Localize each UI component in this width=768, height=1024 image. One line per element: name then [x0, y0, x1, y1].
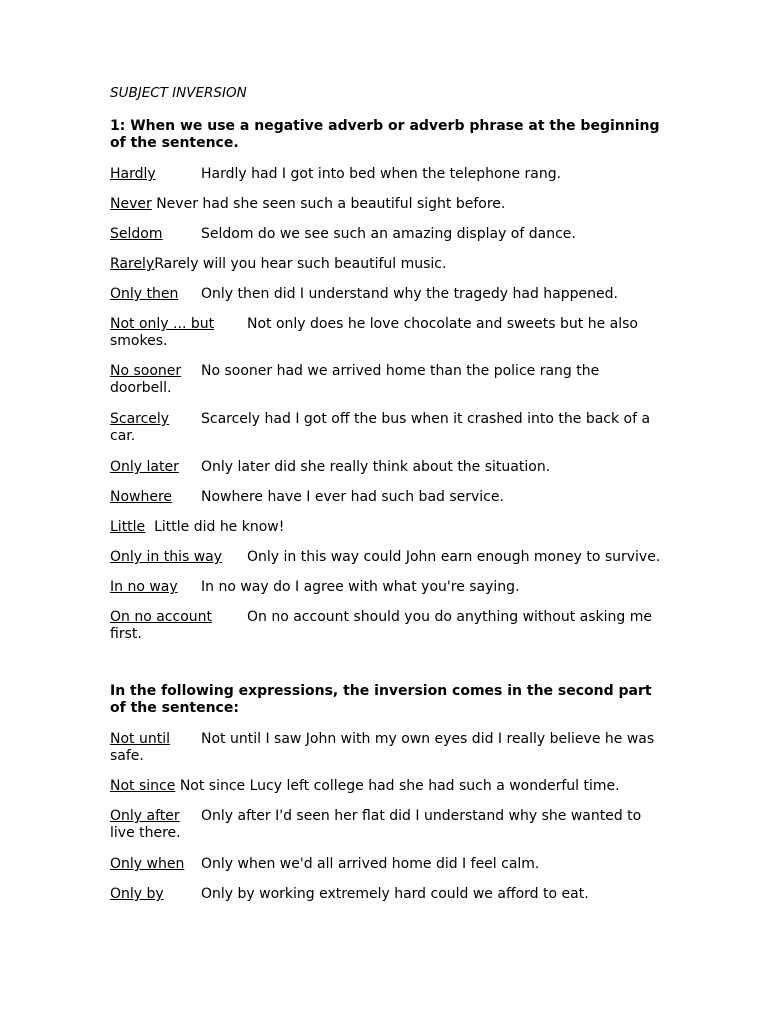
- entry-example: Only by working extremely hard could we afford to eat.: [201, 886, 589, 902]
- entry-example: On no account should you do anything without asking me first.: [110, 609, 652, 642]
- entry-rarely: [110, 256, 662, 273]
- entry-nowhere: [110, 489, 662, 506]
- document-page: [110, 84, 662, 903]
- entry-scarcely: [110, 411, 662, 445]
- entry-term: Little: [110, 519, 146, 535]
- entry-term: Nowhere: [110, 489, 173, 505]
- entry-example: Seldom do we see such an amazing display of dance.: [201, 226, 576, 242]
- entry-on-no-account: [110, 609, 662, 643]
- entry-term: Only then: [110, 286, 179, 302]
- entry-only-after: [110, 808, 662, 842]
- entry-term: On no account: [110, 609, 213, 625]
- entry-hardly: [110, 166, 662, 183]
- entry-only-later: [110, 459, 662, 476]
- entry-term: Seldom: [110, 226, 163, 242]
- entry-example: In no way do I agree with what you're saying.: [201, 579, 520, 595]
- entry-not-only: [110, 316, 662, 350]
- entry-example: Only later did she really think about the situation.: [201, 459, 551, 475]
- entry-example: Not since Lucy left college had she had such a wonderful time.: [179, 778, 620, 794]
- entry-example: Little did he know!: [154, 519, 285, 535]
- entry-term: Not since: [110, 778, 176, 794]
- entry-term: Hardly: [110, 166, 156, 182]
- entry-term: Only later: [110, 459, 179, 475]
- entry-example: Rarely will you hear such beautiful music.: [154, 256, 447, 272]
- entry-seldom: [110, 226, 662, 243]
- entry-term: Not only ... but: [110, 316, 215, 332]
- entry-term: No sooner: [110, 363, 182, 379]
- entry-little: [110, 519, 662, 536]
- entry-term: Not until: [110, 731, 170, 747]
- entry-example: Never had she seen such a beautiful sight before.: [156, 196, 506, 212]
- section-1-heading: 1: When we use a negative adverb or adverb phrase at the beginning of the sentence.: [110, 118, 660, 151]
- entry-not-until: [110, 731, 662, 765]
- entry-example: Only then did I understand why the tragedy had happened.: [201, 286, 618, 302]
- entry-not-since: [110, 778, 662, 795]
- entry-only-by: [110, 886, 662, 903]
- document-title: SUBJECT INVERSION: [110, 85, 247, 101]
- entry-term: Only after: [110, 808, 180, 824]
- entry-no-sooner: [110, 363, 662, 397]
- section-2-heading: In the following expressions, the inversion comes in the second part of the sentence:: [110, 683, 652, 716]
- entry-only-in-this-way: [110, 549, 662, 566]
- entry-example: Only in this way could John earn enough money to survive.: [247, 549, 661, 565]
- entry-term: Rarely: [110, 256, 155, 272]
- entry-example: Hardly had I got into bed when the telephone rang.: [201, 166, 562, 182]
- entry-only-when: [110, 856, 662, 873]
- entry-example: Only when we'd all arrived home did I feel calm.: [201, 856, 540, 872]
- entry-example: Nowhere have I ever had such bad service.: [201, 489, 504, 505]
- entry-example: Not only does he love chocolate and sweets but he also smokes.: [110, 316, 638, 349]
- entry-example: Not until I saw John with my own eyes did I really believe he was safe.: [110, 731, 655, 764]
- entry-term: Only by: [110, 886, 164, 902]
- entry-example: Scarcely had I got off the bus when it crashed into the back of a car.: [110, 411, 651, 444]
- entry-term: Scarcely: [110, 411, 170, 427]
- entry-only-then: [110, 286, 662, 303]
- entry-in-no-way: [110, 579, 662, 596]
- entry-never: [110, 196, 662, 213]
- entry-example: Only after I'd seen her flat did I understand why she wanted to live there.: [110, 808, 642, 841]
- entry-term: Never: [110, 196, 152, 212]
- entry-term: Only when: [110, 856, 185, 872]
- entry-term: In no way: [110, 579, 178, 595]
- entry-term: Only in this way: [110, 549, 223, 565]
- entry-example: No sooner had we arrived home than the police rang the doorbell.: [110, 363, 600, 396]
